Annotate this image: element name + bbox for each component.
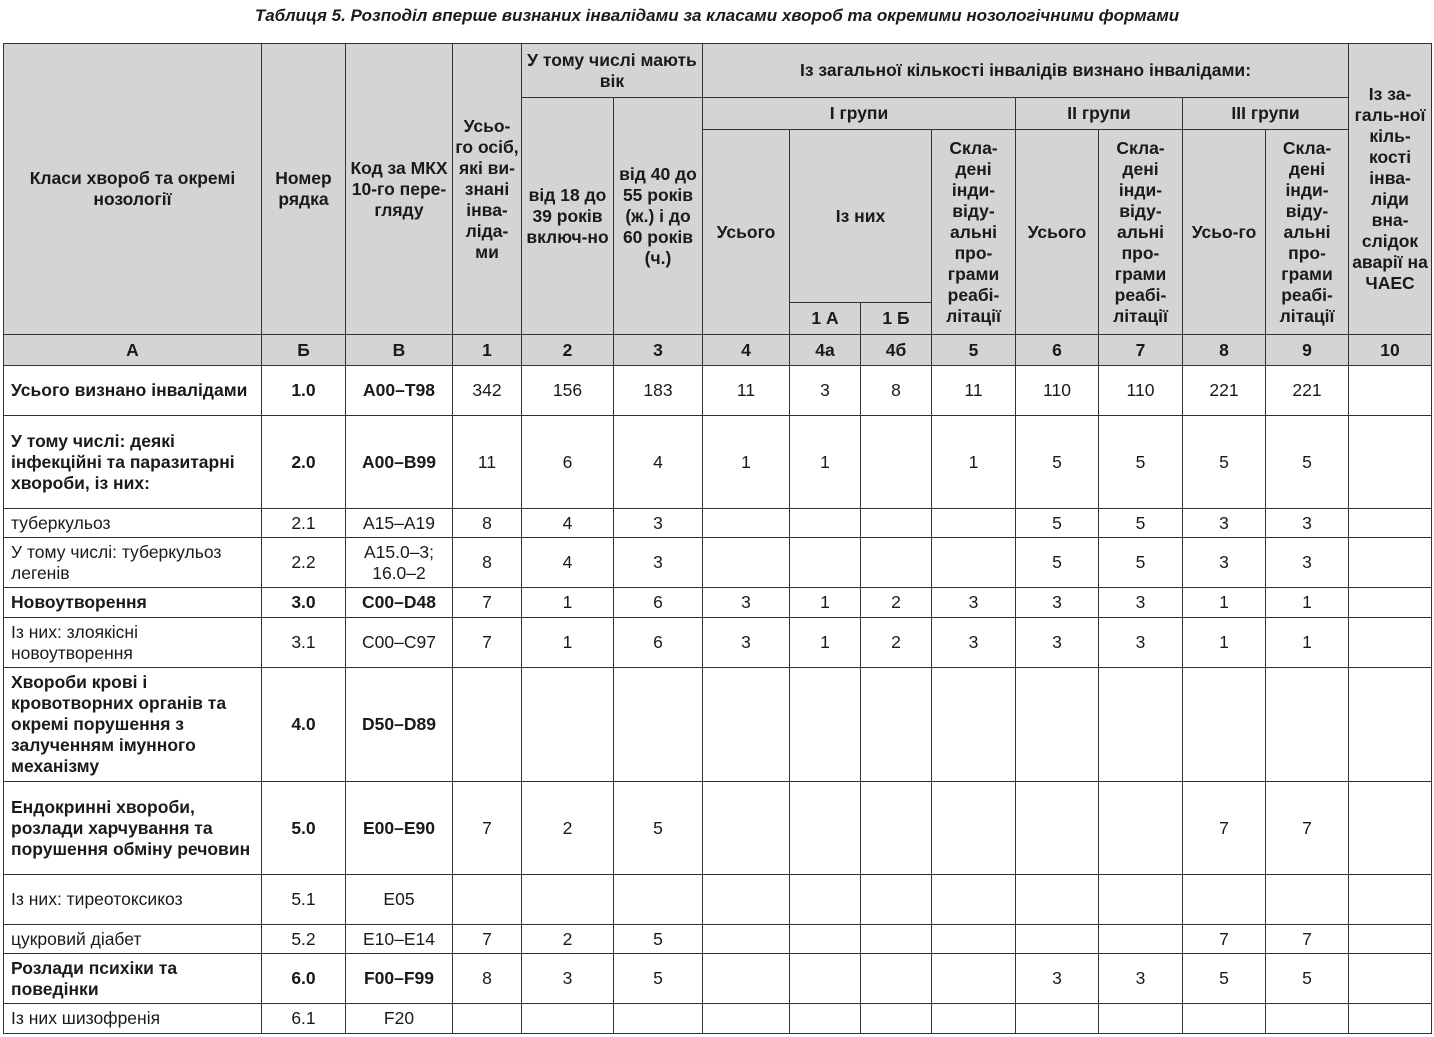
column-letter: 1 [453, 335, 522, 366]
value-cell: 5 [1099, 509, 1183, 538]
value-cell: 1 [1183, 618, 1266, 668]
header-code: Код за МКХ 10-го пере-гляду [346, 44, 453, 335]
value-cell: 3 [1266, 509, 1349, 538]
header-total-persons: Усьо-го осіб, які ви-знані інва-ліда-ми [453, 44, 522, 335]
value-cell: 3 [1016, 618, 1099, 668]
header-group-1: І групи [703, 98, 1016, 130]
value-cell: 183 [614, 366, 703, 416]
column-letter: 8 [1183, 335, 1266, 366]
row-code: E05 [346, 875, 453, 925]
column-letter: 2 [522, 335, 614, 366]
column-letter: Б [262, 335, 346, 366]
value-cell [790, 782, 861, 875]
value-cell [614, 875, 703, 925]
value-cell: 3 [614, 538, 703, 588]
value-cell: 3 [932, 588, 1016, 618]
value-cell: 5 [1099, 538, 1183, 588]
value-cell [932, 875, 1016, 925]
value-cell: 221 [1266, 366, 1349, 416]
row-number: 6.0 [262, 954, 346, 1004]
value-cell [1349, 668, 1432, 782]
column-letter: 4б [861, 335, 932, 366]
row-name: Хвороби крові і кровотворних органів та окремі порушення з залученням імунного механізму [4, 668, 262, 782]
value-cell [453, 875, 522, 925]
table-row [4, 618, 1432, 668]
column-letter: 4а [790, 335, 861, 366]
value-cell: 2 [522, 782, 614, 875]
row-name: Розлади психіки та поведінки [4, 954, 262, 1004]
value-cell: 4 [614, 416, 703, 509]
column-letter: 10 [1349, 335, 1432, 366]
header-age-group: У тому числі мають вік [522, 44, 703, 98]
header-total-g1: Усього [703, 130, 790, 335]
value-cell: 3 [614, 509, 703, 538]
value-cell: 7 [1183, 782, 1266, 875]
value-cell [522, 1004, 614, 1034]
value-cell: 110 [1099, 366, 1183, 416]
table-row [4, 925, 1432, 954]
value-cell [703, 925, 790, 954]
value-cell [1099, 1004, 1183, 1034]
value-cell: 5 [1266, 416, 1349, 509]
value-cell: 4 [522, 538, 614, 588]
value-cell: 3 [932, 618, 1016, 668]
row-name: У тому числі: деякі інфекційні та паразитарні хвороби, із них: [4, 416, 262, 509]
value-cell: 8 [861, 366, 932, 416]
value-cell [703, 875, 790, 925]
header-recognized: Із загальної кількості інвалідів визнано інвалідами: [703, 44, 1349, 98]
value-cell [861, 875, 932, 925]
header-group-2: ІІ групи [1016, 98, 1183, 130]
value-cell: 1 [790, 588, 861, 618]
value-cell [932, 1004, 1016, 1034]
value-cell: 11 [703, 366, 790, 416]
row-name: цукровий діабет [4, 925, 262, 954]
value-cell: 5 [1016, 538, 1099, 588]
value-cell: 2 [861, 588, 932, 618]
value-cell: 11 [453, 416, 522, 509]
value-cell [932, 668, 1016, 782]
value-cell: 7 [1266, 782, 1349, 875]
value-cell: 5 [614, 954, 703, 1004]
value-cell [614, 1004, 703, 1034]
row-code: A00–B99 [346, 416, 453, 509]
value-cell [522, 668, 614, 782]
value-cell [453, 668, 522, 782]
value-cell: 8 [453, 509, 522, 538]
row-number: 2.0 [262, 416, 346, 509]
value-cell [1349, 588, 1432, 618]
value-cell [861, 954, 932, 1004]
value-cell: 1 [522, 618, 614, 668]
column-letter: 5 [932, 335, 1016, 366]
value-cell [703, 509, 790, 538]
value-cell [932, 538, 1016, 588]
value-cell [790, 509, 861, 538]
value-cell: 5 [1183, 416, 1266, 509]
value-cell [861, 538, 932, 588]
value-cell [790, 668, 861, 782]
table-row [4, 668, 1432, 782]
value-cell [1349, 782, 1432, 875]
row-code: E10–E14 [346, 925, 453, 954]
value-cell [861, 668, 932, 782]
value-cell: 8 [453, 538, 522, 588]
value-cell: 3 [1016, 588, 1099, 618]
table-row [4, 509, 1432, 538]
value-cell [1183, 875, 1266, 925]
row-name: Усього визнано інвалідами [4, 366, 262, 416]
value-cell: 6 [522, 416, 614, 509]
value-cell: 1 [703, 416, 790, 509]
table-title: Таблиця 5. Розподіл вперше визнаних інвалідами за класами хвороб та окремими нозологічними формами [254, 6, 1180, 25]
value-cell: 342 [453, 366, 522, 416]
header-ipr-g3: Скла-дені інди-віду-альні про-грами реабі-літації [1266, 130, 1349, 335]
value-cell: 2 [861, 618, 932, 668]
value-cell: 3 [1099, 588, 1183, 618]
row-name: туберкульоз [4, 509, 262, 538]
value-cell: 1 [790, 416, 861, 509]
value-cell: 3 [1016, 954, 1099, 1004]
table-row [4, 538, 1432, 588]
header-sub-1a: 1 А [790, 303, 861, 335]
column-letter: 9 [1266, 335, 1349, 366]
column-letter: 7 [1099, 335, 1183, 366]
value-cell [522, 875, 614, 925]
value-cell [703, 538, 790, 588]
row-number: 4.0 [262, 668, 346, 782]
disability-table [3, 43, 1432, 1034]
value-cell [1349, 509, 1432, 538]
value-cell [453, 1004, 522, 1034]
value-cell: 1 [1266, 588, 1349, 618]
value-cell [1349, 416, 1432, 509]
value-cell: 3 [1099, 954, 1183, 1004]
table-row [4, 366, 1432, 416]
row-name: Ендокринні хвороби, розлади харчування та порушення обміну речовин [4, 782, 262, 875]
row-name: Новоутворення [4, 588, 262, 618]
value-cell: 3 [522, 954, 614, 1004]
value-cell [703, 668, 790, 782]
row-number: 5.0 [262, 782, 346, 875]
value-cell: 221 [1183, 366, 1266, 416]
value-cell: 5 [1099, 416, 1183, 509]
value-cell [1016, 782, 1099, 875]
row-name: Із них: тиреотоксикоз [4, 875, 262, 925]
header-row-number: Номер рядка [262, 44, 346, 335]
value-cell: 7 [453, 782, 522, 875]
row-number: 2.1 [262, 509, 346, 538]
value-cell: 5 [614, 925, 703, 954]
value-cell [790, 875, 861, 925]
value-cell [1099, 925, 1183, 954]
value-cell: 110 [1016, 366, 1099, 416]
value-cell: 7 [453, 588, 522, 618]
row-number: 1.0 [262, 366, 346, 416]
value-cell: 5 [614, 782, 703, 875]
value-cell: 11 [932, 366, 1016, 416]
value-cell [932, 509, 1016, 538]
row-name: Із них шизофренія [4, 1004, 262, 1034]
table-row [4, 875, 1432, 925]
value-cell [1016, 875, 1099, 925]
value-cell [932, 954, 1016, 1004]
value-cell [1099, 668, 1183, 782]
value-cell: 6 [614, 618, 703, 668]
row-number: 5.2 [262, 925, 346, 954]
header-age-40-55: від 40 до 55 років (ж.) і до 60 років (ч.) [614, 98, 703, 335]
header-classes: Класи хвороб та окремі нозології [4, 44, 262, 335]
column-letter: В [346, 335, 453, 366]
header-sub-1b: 1 Б [861, 303, 932, 335]
table-row [4, 588, 1432, 618]
value-cell: 5 [1016, 509, 1099, 538]
table-row [4, 954, 1432, 1004]
value-cell: 1 [790, 618, 861, 668]
value-cell [1099, 875, 1183, 925]
value-cell: 1 [932, 416, 1016, 509]
value-cell [1349, 618, 1432, 668]
table-row [4, 1004, 1432, 1034]
value-cell [1266, 668, 1349, 782]
value-cell: 7 [453, 618, 522, 668]
value-cell: 4 [522, 509, 614, 538]
value-cell: 3 [703, 618, 790, 668]
value-cell [1183, 1004, 1266, 1034]
value-cell [1266, 875, 1349, 925]
value-cell [790, 1004, 861, 1034]
value-cell: 156 [522, 366, 614, 416]
header-ipr-g2: Скла-дені інди-віду-альні про-грами реабі-літації [1099, 130, 1183, 335]
header-ipr-g1: Скла-дені інди-віду-альні про-грами реабі-літації [932, 130, 1016, 335]
column-letter: 4 [703, 335, 790, 366]
value-cell [1016, 925, 1099, 954]
value-cell: 5 [1016, 416, 1099, 509]
row-number: 2.2 [262, 538, 346, 588]
table-row [4, 416, 1432, 509]
row-code: A00–T98 [346, 366, 453, 416]
column-letter: 6 [1016, 335, 1099, 366]
value-cell [1349, 875, 1432, 925]
column-letters-row [4, 335, 1432, 366]
row-code: E00–E90 [346, 782, 453, 875]
value-cell: 3 [790, 366, 861, 416]
value-cell [1349, 925, 1432, 954]
value-cell [1266, 1004, 1349, 1034]
value-cell: 7 [453, 925, 522, 954]
value-cell [861, 1004, 932, 1034]
header-group-3: ІІІ групи [1183, 98, 1349, 130]
value-cell [1016, 668, 1099, 782]
row-number: 3.1 [262, 618, 346, 668]
value-cell [703, 954, 790, 1004]
row-code: A15–A19 [346, 509, 453, 538]
value-cell: 6 [614, 588, 703, 618]
row-number: 6.1 [262, 1004, 346, 1034]
value-cell: 1 [1266, 618, 1349, 668]
row-code: A15.0–3; 16.0–2 [346, 538, 453, 588]
value-cell [790, 538, 861, 588]
value-cell [614, 668, 703, 782]
value-cell: 3 [703, 588, 790, 618]
row-code: C00–C97 [346, 618, 453, 668]
value-cell [1183, 668, 1266, 782]
value-cell [861, 509, 932, 538]
value-cell: 1 [1183, 588, 1266, 618]
value-cell [1349, 1004, 1432, 1034]
value-cell: 3 [1183, 538, 1266, 588]
value-cell [1016, 1004, 1099, 1034]
header-total-g2: Усього [1016, 130, 1099, 335]
value-cell: 1 [522, 588, 614, 618]
row-name: У тому числі: туберкульоз легенів [4, 538, 262, 588]
value-cell [932, 925, 1016, 954]
value-cell [703, 1004, 790, 1034]
value-cell [861, 925, 932, 954]
value-cell [790, 925, 861, 954]
value-cell [1099, 782, 1183, 875]
row-code: C00–D48 [346, 588, 453, 618]
column-letter: А [4, 335, 262, 366]
value-cell [932, 782, 1016, 875]
value-cell: 8 [453, 954, 522, 1004]
value-cell: 3 [1099, 618, 1183, 668]
value-cell: 5 [1183, 954, 1266, 1004]
value-cell [861, 416, 932, 509]
row-code: F00–F99 [346, 954, 453, 1004]
value-cell: 2 [522, 925, 614, 954]
value-cell [1349, 366, 1432, 416]
header-chaes: Із за-галь-ної кіль-кості інва-ліди вна-слідок аварії на ЧАЕС [1349, 44, 1432, 335]
value-cell: 5 [1266, 954, 1349, 1004]
header-of-them: Із них [790, 130, 932, 303]
column-letter: 3 [614, 335, 703, 366]
table-row [4, 782, 1432, 875]
value-cell [1349, 954, 1432, 1004]
row-code: F20 [346, 1004, 453, 1034]
value-cell [703, 782, 790, 875]
row-name: Із них: злоякісні новоутворення [4, 618, 262, 668]
row-number: 5.1 [262, 875, 346, 925]
value-cell [861, 782, 932, 875]
value-cell: 3 [1183, 509, 1266, 538]
value-cell: 7 [1183, 925, 1266, 954]
header-age-18-39: від 18 до 39 років включ-но [522, 98, 614, 335]
value-cell [1349, 538, 1432, 588]
value-cell: 3 [1266, 538, 1349, 588]
header-total-g3: Усьо-го [1183, 130, 1266, 335]
row-number: 3.0 [262, 588, 346, 618]
value-cell [790, 954, 861, 1004]
row-code: D50–D89 [346, 668, 453, 782]
value-cell: 7 [1266, 925, 1349, 954]
